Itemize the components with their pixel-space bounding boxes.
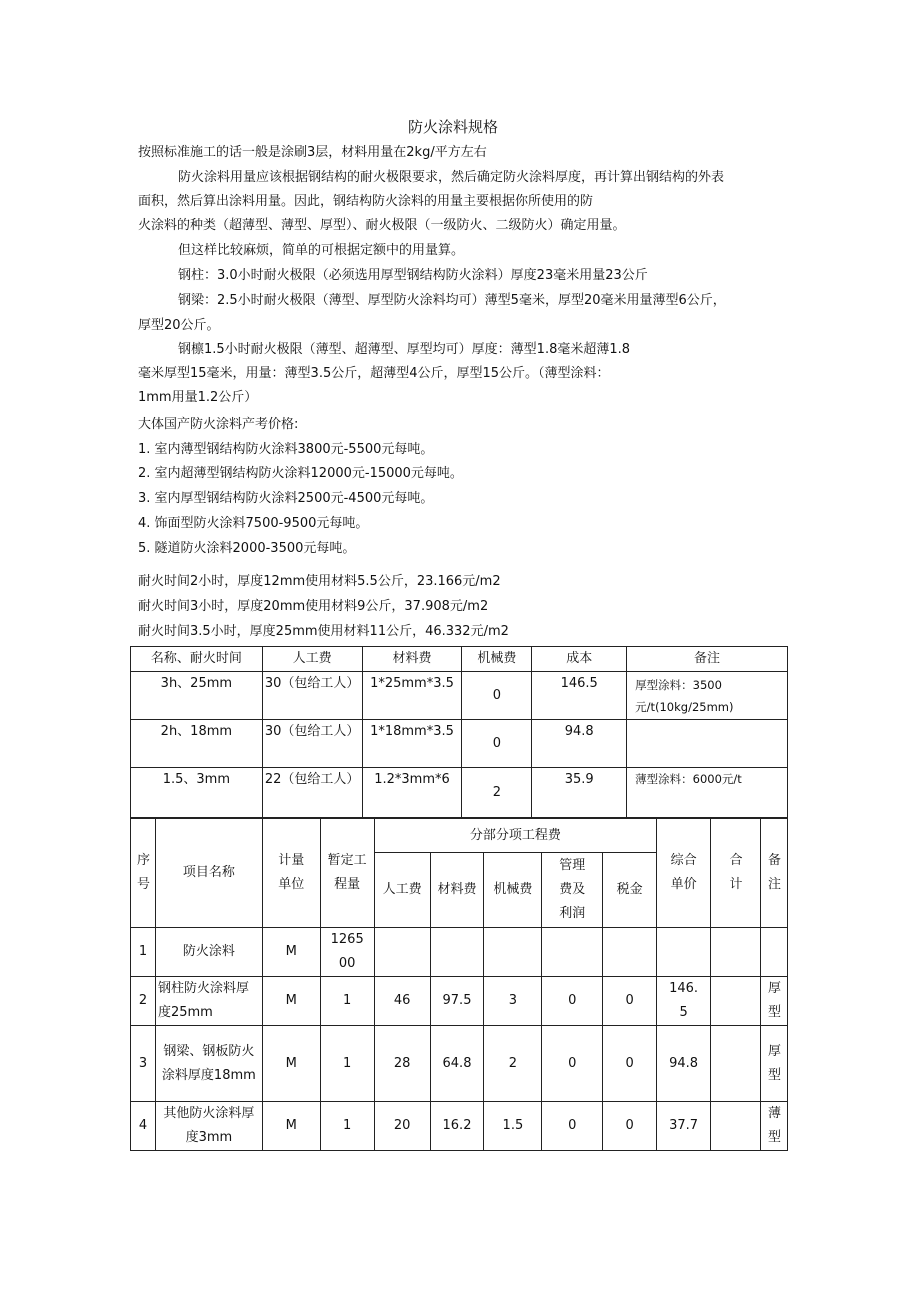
- table-cell: 94.8: [657, 1026, 711, 1102]
- table-header: 项目名称: [155, 819, 262, 928]
- table-cell: 4: [131, 1102, 156, 1151]
- table-cell: 薄型: [760, 1102, 787, 1151]
- table-cell: 3: [484, 977, 542, 1026]
- table-cell: [657, 928, 711, 977]
- table-row: [131, 672, 788, 720]
- table-header: 暂定工程量: [320, 819, 374, 928]
- table-header-row: [131, 647, 788, 672]
- list-item: 2. 室内超薄型钢结构防火涂料12000元-15000元每吨。: [138, 466, 463, 481]
- table-cell: 97.5: [430, 977, 484, 1026]
- paragraph: 面积，然后算出涂料用量。因此，钢结构防火涂料的用量主要根据你所使用的防: [138, 194, 594, 209]
- table-cell: 0: [603, 1102, 657, 1151]
- table-row: [131, 1102, 788, 1151]
- table-cell: 46: [374, 977, 430, 1026]
- table-cell: [760, 928, 787, 977]
- table-cell: 64.8: [430, 1026, 484, 1102]
- table-cell: 1: [131, 928, 156, 977]
- table-row: [131, 977, 788, 1026]
- table-header-row: [131, 819, 788, 853]
- bill-of-quantities-table: [130, 818, 788, 1151]
- table-cell: 其他防火涂料厚度3mm: [155, 1102, 262, 1151]
- table-cell: 3h、25mm: [131, 672, 263, 720]
- paragraph: 钢柱：3.0小时耐火极限（必须选用厚型钢结构防火涂料）厚度23毫米用量23公斤: [178, 268, 648, 283]
- table-cell: M: [262, 1102, 320, 1151]
- paragraph: 钢梁：2.5小时耐火极限（薄型、厚型防火涂料均可）薄型5毫米，厚型20毫米用量薄型6公斤，: [178, 293, 726, 308]
- table-cell: 35.9: [532, 768, 627, 818]
- table-cell: 3: [131, 1026, 156, 1102]
- table-cell: M: [262, 928, 320, 977]
- paragraph: 大体国产防火涂料产考价格:: [138, 417, 299, 432]
- list-item: 5. 隧道防火涂料2000-3500元每吨。: [138, 541, 356, 556]
- table-header: 计量单位: [262, 819, 320, 928]
- list-item: 4. 饰面型防火涂料7500-9500元每吨。: [138, 516, 369, 531]
- table-cell: 16.2: [430, 1102, 484, 1151]
- paragraph: 1mm用量1.2公斤）: [138, 390, 258, 405]
- table-header: 材料费: [362, 647, 462, 672]
- table-cell: 1.2*3mm*6: [362, 768, 462, 818]
- table-header: 材料费: [430, 853, 484, 928]
- table-cell: M: [262, 977, 320, 1026]
- table-cell: 126500: [320, 928, 374, 977]
- table-cell: [374, 928, 430, 977]
- table-cell: M: [262, 1026, 320, 1102]
- table-cell: 94.8: [532, 720, 627, 768]
- table-cell: 2h、18mm: [131, 720, 263, 768]
- table-cell: 2: [131, 977, 156, 1026]
- table-header: 备注: [760, 819, 787, 928]
- paragraph: 耐火时间3小时，厚度20mm使用材料9公斤，37.908元/m2: [138, 599, 489, 614]
- table-cell: 0: [603, 977, 657, 1026]
- paragraph: 按照标准施工的话一般是涂刷3层，材料用量在2kg/平方左右: [138, 145, 487, 160]
- table-header: 人工费: [374, 853, 430, 928]
- paragraph: 防火涂料用量应该根据钢结构的耐火极限要求，然后确定防火涂料厚度，再计算出钢结构的外表: [178, 170, 725, 185]
- paragraph: 耐火时间3.5小时，厚度25mm使用材料11公斤，46.332元/m2: [138, 624, 509, 639]
- table-cell: [711, 1102, 761, 1151]
- table-header: 机械费: [484, 853, 542, 928]
- paragraph: 但这样比较麻烦，简单的可根据定额中的用量算。: [178, 243, 465, 258]
- list-item: 1. 室内薄型钢结构防火涂料3800元-5500元每吨。: [138, 442, 434, 457]
- paragraph: 毫米厚型15毫米，用量：薄型3.5公斤，超薄型4公斤，厚型15公斤。（薄型涂料：: [138, 366, 610, 381]
- table-cell: 2: [484, 1026, 542, 1102]
- table-cell: [711, 977, 761, 1026]
- table-cell: 1: [320, 1026, 374, 1102]
- table-cell: [542, 928, 603, 977]
- paragraph: 火涂料的种类（超薄型、薄型、厚型）、耐火极限（一级防火、二级防火）确定用量。: [138, 218, 626, 233]
- table-cell: 20: [374, 1102, 430, 1151]
- list-item: 3. 室内厚型钢结构防火涂料2500元-4500元每吨。: [138, 491, 434, 506]
- table-cell: 1.5: [484, 1102, 542, 1151]
- table-header: 分部分项工程费: [374, 819, 656, 853]
- table-header: 名称、耐火时间: [131, 647, 263, 672]
- table-cell: 1.5、3mm: [131, 768, 263, 818]
- paragraph: 钢檩1.5小时耐火极限（薄型、超薄型、厚型均可）厚度：薄型1.8毫米超薄1.8: [178, 342, 631, 357]
- cost-table: [130, 646, 788, 818]
- table-cell: 1: [320, 1102, 374, 1151]
- table-cell: 1: [320, 977, 374, 1026]
- table-cell: 37.7: [657, 1102, 711, 1151]
- table-cell: 2: [462, 768, 532, 818]
- table-cell: 30（包给工人）: [262, 720, 362, 768]
- table-header: 管理费及利润: [542, 853, 603, 928]
- table-cell: [711, 1026, 761, 1102]
- table-cell: 钢梁、钢板防火涂料厚度18mm: [155, 1026, 262, 1102]
- table-cell: 钢柱防火涂料厚度25mm: [155, 977, 262, 1026]
- table-cell: 22（包给工人）: [262, 768, 362, 818]
- table-cell: 28: [374, 1026, 430, 1102]
- table-cell: 1*18mm*3.5: [362, 720, 462, 768]
- table-header: 机械费: [462, 647, 532, 672]
- table-row: [131, 768, 788, 818]
- paragraph: 厚型20公斤。: [138, 318, 220, 333]
- table-cell: [430, 928, 484, 977]
- table-cell: 厚型: [760, 977, 787, 1026]
- table-cell: [711, 928, 761, 977]
- table-cell: 0: [462, 720, 532, 768]
- table-row: [131, 1026, 788, 1102]
- table-cell: 厚型涂料：3500元/t(10kg/25mm): [627, 672, 788, 720]
- table-cell: 0: [542, 1026, 603, 1102]
- table-cell: 0: [542, 977, 603, 1026]
- paragraph: 耐火时间2小时，厚度12mm使用材料5.5公斤，23.166元/m2: [138, 574, 501, 589]
- table-cell: 1*25mm*3.5: [362, 672, 462, 720]
- page-title: 防火涂料规格: [408, 118, 499, 136]
- table-cell: 30（包给工人）: [262, 672, 362, 720]
- table-header: 综合单价: [657, 819, 711, 928]
- table-cell: 防火涂料: [155, 928, 262, 977]
- table-header: 合计: [711, 819, 761, 928]
- table-row: [131, 720, 788, 768]
- table-cell: 146.5: [532, 672, 627, 720]
- table-cell: 0: [462, 672, 532, 720]
- table-cell: [627, 720, 788, 768]
- table-header: 税金: [603, 853, 657, 928]
- table-cell: [484, 928, 542, 977]
- table-row: [131, 928, 788, 977]
- table-cell: 薄型涂料：6000元/t: [627, 768, 788, 818]
- table-cell: [603, 928, 657, 977]
- table-cell: 146.5: [657, 977, 711, 1026]
- table-header: 序号: [131, 819, 156, 928]
- table-cell: 厚型: [760, 1026, 787, 1102]
- table-cell: 0: [603, 1026, 657, 1102]
- table-header: 备注: [627, 647, 788, 672]
- table-header: 人工费: [262, 647, 362, 672]
- table-cell: 0: [542, 1102, 603, 1151]
- table-header: 成本: [532, 647, 627, 672]
